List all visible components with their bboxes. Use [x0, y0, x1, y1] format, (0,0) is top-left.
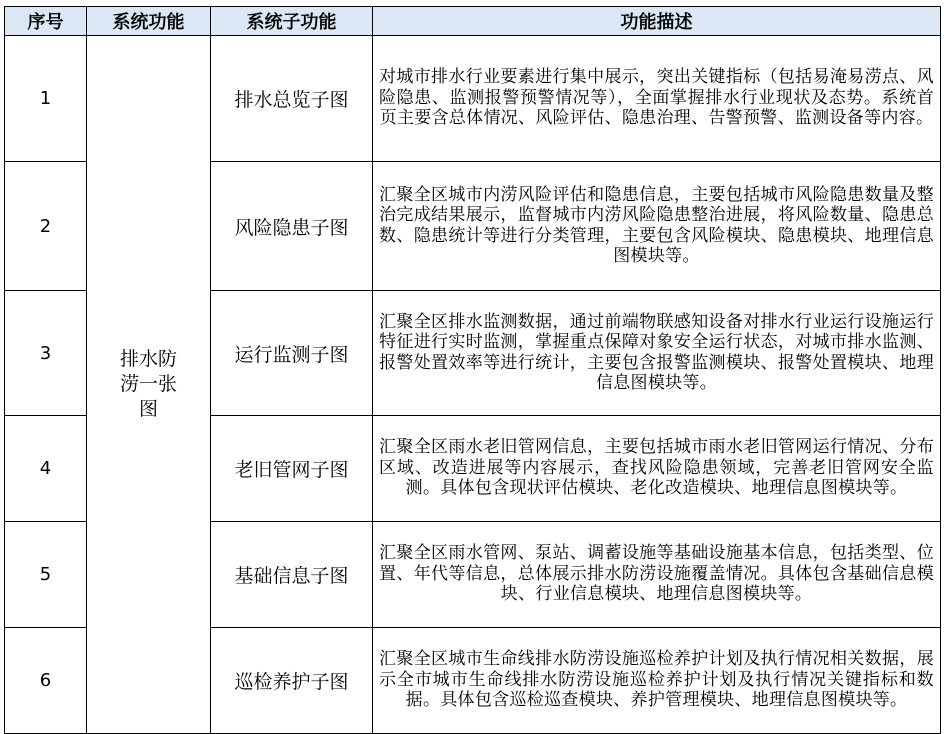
header-seq: 序号: [5, 7, 87, 36]
header-description: 功能描述: [373, 7, 941, 36]
system-function-text: 排水防涝一张图: [119, 348, 177, 420]
row-sub-function: 老旧管网子图: [211, 416, 373, 522]
table-header-row: [5, 7, 941, 36]
table-row: [5, 36, 941, 162]
row-sub-function: 排水总览子图: [211, 36, 373, 162]
row-seq: 1: [5, 36, 87, 162]
row-seq: 5: [5, 522, 87, 628]
row-description: 对城市排水行业要素进行集中展示，突出关键指标（包括易淹易涝点、风险隐患、监测报警预警情况等），全面掌握排水行业现状及态势。系统首页主要含总体情况、风险评估、隐患治理、告警预警、监测设备等内容。: [373, 36, 941, 162]
row-description: 汇聚全区雨水管网、泵站、调蓄设施等基础设施基本信息，包括类型、位置、年代等信息，总体展示排水防涝设施覆盖情况。具体包含基础信息模块、行业信息模块、地理信息图模块等。: [373, 522, 941, 628]
row-seq: 2: [5, 162, 87, 291]
row-sub-function: 基础信息子图: [211, 522, 373, 628]
row-sub-function: 风险隐患子图: [211, 162, 373, 291]
row-description: 汇聚全区城市内涝风险评估和隐患信息，主要包括城市风险隐患数量及整治完成结果展示，监督城市内涝风险隐患整治进展，将风险数量、隐患总数、隐患统计等进行分类管理，主要包含风险模块、隐患模块、地理信息图模块等。: [373, 162, 941, 291]
header-sub-function: 系统子功能: [211, 7, 373, 36]
row-sub-function: 运行监测子图: [211, 291, 373, 416]
system-function-cell: [87, 36, 211, 734]
row-seq: 3: [5, 291, 87, 416]
row-seq: 6: [5, 628, 87, 734]
function-table: [4, 6, 941, 734]
row-sub-function: 巡检养护子图: [211, 628, 373, 734]
row-seq: 4: [5, 416, 87, 522]
header-function: 系统功能: [87, 7, 211, 36]
row-description: 汇聚全区雨水老旧管网信息，主要包括城市雨水老旧管网运行情况、分布区域、改造进展等内容展示，查找风险隐患领域，完善老旧管网安全监测。具体包含现状评估模块、老化改造模块、地理信息图模块等。: [373, 416, 941, 522]
row-description: 汇聚全区排水监测数据，通过前端物联感知设备对排水行业运行设施运行特征进行实时监测，掌握重点保障对象安全运行状态，对城市排水监测、报警处置效率等进行统计，主要包含报警监测模块、报警处置模块、地理信息图模块等。: [373, 291, 941, 416]
row-description: 汇聚全区城市生命线排水防涝设施巡检养护计划及执行情况相关数据，展示全市城市生命线排水防涝设施巡检养护计划及执行情况关键指标和数据。具体包含巡检巡查模块、养护管理模块、地理信息图模块等。: [373, 628, 941, 734]
